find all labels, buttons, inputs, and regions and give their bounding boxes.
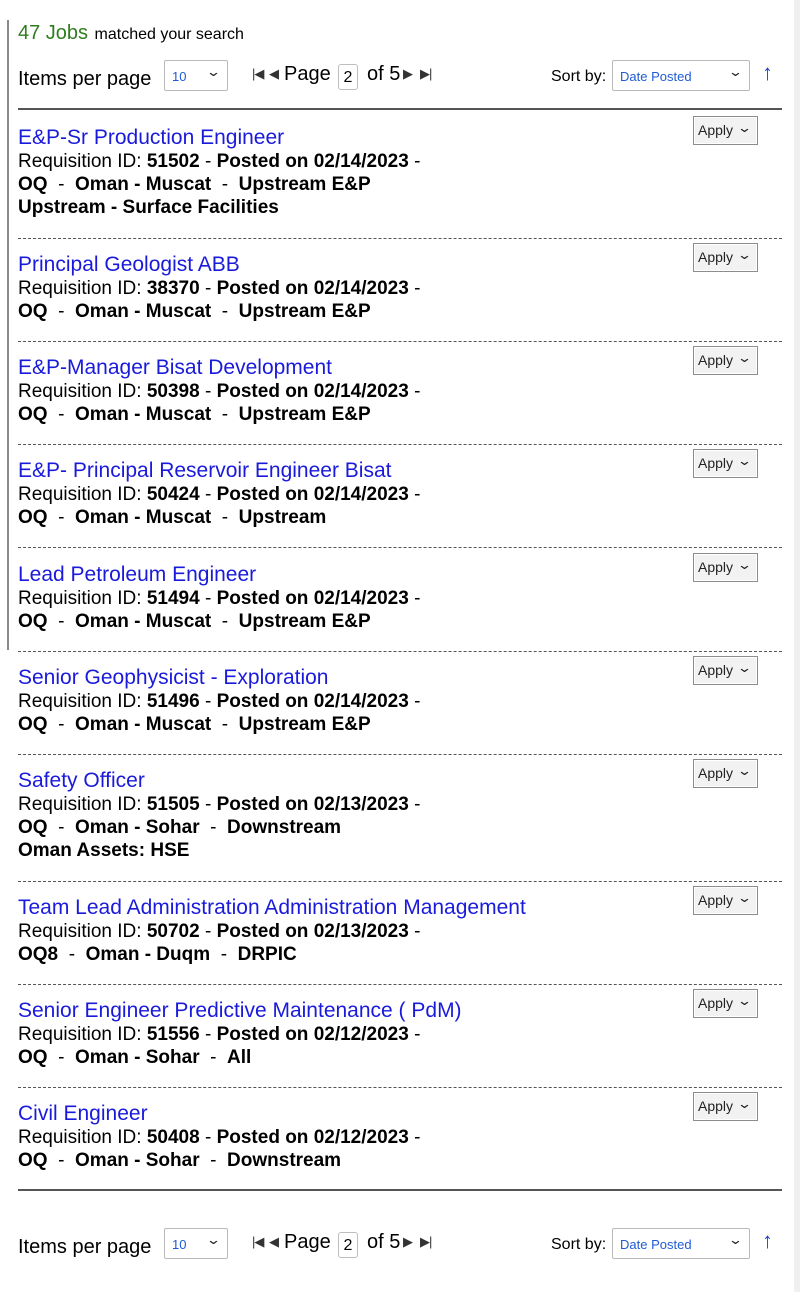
job-meta-line xyxy=(18,587,782,610)
dashed-divider xyxy=(18,341,782,342)
pager-bottom xyxy=(0,1228,800,1268)
results-count-number: 47 Jobs xyxy=(18,22,89,44)
chevron-down-icon: ⌄ xyxy=(736,1096,753,1111)
posted-date: Posted on 02/13/2023 xyxy=(216,921,409,942)
job-meta-line xyxy=(18,920,782,943)
chevron-down-icon: ⌄ xyxy=(736,557,753,572)
items-per-page-label: Items per page xyxy=(18,1236,152,1258)
separator: - xyxy=(414,381,421,402)
job-company: OQ xyxy=(18,507,48,528)
previous-page-icon[interactable]: ◀ xyxy=(269,1234,278,1249)
job-division: Downstream xyxy=(227,1150,342,1171)
job-company: OQ xyxy=(18,611,48,632)
separator: - xyxy=(204,691,212,712)
job-title-link[interactable]: Senior Engineer Predictive Maintenance ( PdM) xyxy=(18,999,462,1022)
sort-by-value: Date Posted xyxy=(620,1237,692,1252)
posted-date: Posted on 02/14/2023 xyxy=(216,151,409,172)
dashed-divider xyxy=(18,881,782,882)
job-division: Upstream E&P xyxy=(238,404,371,425)
chevron-down-icon: ⌄ xyxy=(727,64,744,79)
separator: - xyxy=(210,817,217,838)
job-category-line xyxy=(18,839,782,862)
job-company: OQ xyxy=(18,817,48,838)
separator: - xyxy=(58,1047,65,1068)
apply-label: Apply xyxy=(698,352,734,368)
job-company: OQ xyxy=(18,174,48,195)
job-division: Downstream xyxy=(227,817,342,838)
sort-by-label: Sort by: xyxy=(551,68,607,85)
apply-label: Apply xyxy=(698,455,734,471)
job-division: Upstream E&P xyxy=(238,714,371,735)
job-category-line xyxy=(18,196,782,219)
separator: - xyxy=(414,1024,421,1045)
apply-label: Apply xyxy=(698,559,734,575)
job-location: Oman - Sohar xyxy=(75,1150,200,1171)
job-location: Oman - Muscat xyxy=(75,301,212,322)
separator: - xyxy=(221,507,229,528)
separator: - xyxy=(221,404,229,425)
job-listing xyxy=(18,1096,782,1172)
job-location-line xyxy=(18,173,782,196)
divider xyxy=(18,108,782,110)
job-company: OQ8 xyxy=(18,944,59,965)
chevron-down-icon: ⌄ xyxy=(727,1232,744,1247)
separator: - xyxy=(204,794,212,815)
job-meta-line xyxy=(18,150,782,173)
job-title-link[interactable]: Senior Geophysicist - Exploration xyxy=(18,666,329,689)
next-page-icon[interactable]: ▶ xyxy=(403,1234,412,1249)
previous-page-icon[interactable]: ◀ xyxy=(269,66,278,81)
next-page-icon[interactable]: ▶ xyxy=(403,66,412,81)
separator: - xyxy=(58,1150,65,1171)
separator: - xyxy=(58,404,65,425)
job-location-line xyxy=(18,1149,782,1172)
separator: - xyxy=(210,1150,217,1171)
job-meta-line xyxy=(18,380,782,403)
chevron-down-icon: ⌄ xyxy=(736,660,753,675)
posted-date: Posted on 02/14/2023 xyxy=(216,691,409,712)
job-location-line xyxy=(18,943,782,966)
separator: - xyxy=(221,174,229,195)
requisition-label: Requisition ID: xyxy=(18,588,142,609)
arrow-up-icon[interactable]: ↑ xyxy=(762,1228,773,1253)
arrow-up-icon[interactable]: ↑ xyxy=(762,60,773,85)
posted-date: Posted on 02/14/2023 xyxy=(216,588,409,609)
job-listing xyxy=(18,763,782,862)
job-meta-line xyxy=(18,793,782,816)
separator: - xyxy=(414,921,421,942)
apply-button[interactable] xyxy=(693,449,758,478)
requisition-label: Requisition ID: xyxy=(18,1127,142,1148)
last-page-icon[interactable]: ▶| xyxy=(420,1234,432,1249)
requisition-id: 50424 xyxy=(146,484,200,505)
apply-label: Apply xyxy=(698,249,734,265)
job-title-link[interactable]: Safety Officer xyxy=(18,769,145,792)
separator: - xyxy=(414,588,421,609)
job-listing xyxy=(18,993,782,1069)
job-division: Upstream xyxy=(238,507,327,528)
separator: - xyxy=(58,714,65,735)
separator: - xyxy=(414,278,421,299)
posted-date: Posted on 02/14/2023 xyxy=(216,381,409,402)
items-per-page-label: Items per page xyxy=(18,68,152,90)
job-location: Oman - Sohar xyxy=(75,817,200,838)
requisition-label: Requisition ID: xyxy=(18,151,142,172)
separator: - xyxy=(414,151,421,172)
sort-by-label: Sort by: xyxy=(551,1236,607,1253)
separator: - xyxy=(58,611,65,632)
job-location: Oman - Muscat xyxy=(75,611,212,632)
job-title-link[interactable]: Team Lead Administration Administration Management xyxy=(18,896,526,919)
requisition-id: 51494 xyxy=(146,588,200,609)
requisition-id: 51505 xyxy=(146,794,200,815)
job-location-line xyxy=(18,403,782,426)
job-division: DRPIC xyxy=(237,944,297,965)
pager-top xyxy=(0,60,800,100)
chevron-down-icon: ⌄ xyxy=(736,120,753,135)
requisition-label: Requisition ID: xyxy=(18,278,142,299)
posted-date: Posted on 02/12/2023 xyxy=(216,1127,409,1148)
posted-date: Posted on 02/13/2023 xyxy=(216,794,409,815)
job-location-line xyxy=(18,816,782,839)
job-listing xyxy=(18,660,782,736)
current-page-input[interactable]: 2 xyxy=(338,64,358,90)
separator: - xyxy=(221,611,229,632)
job-division: Upstream E&P xyxy=(238,174,371,195)
first-page-icon[interactable]: |◀ xyxy=(252,1234,264,1249)
separator: - xyxy=(204,278,212,299)
separator: - xyxy=(58,301,65,322)
posted-date: Posted on 02/14/2023 xyxy=(216,484,409,505)
dashed-divider xyxy=(18,754,782,755)
apply-label: Apply xyxy=(698,1098,734,1114)
apply-label: Apply xyxy=(698,122,734,138)
requisition-label: Requisition ID: xyxy=(18,1024,142,1045)
separator: - xyxy=(204,151,212,172)
chevron-down-icon: ⌄ xyxy=(205,1232,222,1247)
job-location-line xyxy=(18,506,782,529)
posted-date: Posted on 02/12/2023 xyxy=(216,1024,409,1045)
page-label: Page xyxy=(284,1231,331,1253)
separator: - xyxy=(414,1127,421,1148)
separator: - xyxy=(58,174,65,195)
separator: - xyxy=(204,921,212,942)
job-listing xyxy=(18,120,782,219)
job-listing xyxy=(18,890,782,966)
scrollbar-track[interactable] xyxy=(794,0,800,1292)
job-location: Oman - Muscat xyxy=(75,507,212,528)
job-location: Oman - Muscat xyxy=(75,404,212,425)
dashed-divider xyxy=(18,238,782,239)
items-per-page-select[interactable] xyxy=(164,1228,228,1259)
job-location-line xyxy=(18,300,782,323)
items-per-page-value: 10 xyxy=(172,69,187,84)
job-division: All xyxy=(227,1047,252,1068)
items-per-page-select[interactable] xyxy=(164,60,228,91)
job-meta-line xyxy=(18,483,782,506)
separator: - xyxy=(58,507,65,528)
posted-date: Posted on 02/14/2023 xyxy=(216,278,409,299)
requisition-id: 51496 xyxy=(146,691,200,712)
job-meta-line xyxy=(18,1023,782,1046)
job-location: Oman - Duqm xyxy=(85,944,211,965)
job-listing xyxy=(18,247,782,323)
separator: - xyxy=(414,691,421,712)
job-category: Oman Assets: HSE xyxy=(18,840,190,861)
requisition-label: Requisition ID: xyxy=(18,381,142,402)
job-company: OQ xyxy=(18,301,48,322)
last-page-icon[interactable]: ▶| xyxy=(420,66,432,81)
apply-label: Apply xyxy=(698,662,734,678)
dashed-divider xyxy=(18,547,782,548)
apply-button[interactable] xyxy=(693,989,758,1018)
chevron-down-icon: ⌄ xyxy=(736,763,753,778)
first-page-icon[interactable]: |◀ xyxy=(252,66,264,81)
separator: - xyxy=(58,817,65,838)
requisition-label: Requisition ID: xyxy=(18,691,142,712)
job-company: OQ xyxy=(18,714,48,735)
job-company: OQ xyxy=(18,1047,48,1068)
requisition-label: Requisition ID: xyxy=(18,794,142,815)
sort-by-select[interactable] xyxy=(612,1228,750,1259)
chevron-down-icon: ⌄ xyxy=(205,64,222,79)
separator: - xyxy=(204,381,212,402)
separator: - xyxy=(414,794,421,815)
sort-by-value: Date Posted xyxy=(620,69,692,84)
page-total: of 5 xyxy=(367,1231,401,1253)
job-location-line xyxy=(18,610,782,633)
divider xyxy=(18,1189,782,1191)
job-listing xyxy=(18,453,782,529)
apply-button[interactable] xyxy=(693,553,758,582)
dashed-divider xyxy=(18,1087,782,1088)
job-listing xyxy=(18,557,782,633)
job-title-link[interactable]: E&P-Sr Production Engineer xyxy=(18,126,285,149)
separator: - xyxy=(220,944,228,965)
page-total: of 5 xyxy=(367,63,401,85)
apply-button[interactable] xyxy=(693,116,758,145)
separator: - xyxy=(221,301,229,322)
apply-label: Apply xyxy=(698,892,734,908)
job-meta-line xyxy=(18,690,782,713)
job-division: Upstream E&P xyxy=(238,301,371,322)
apply-button[interactable] xyxy=(693,346,758,375)
job-category: Upstream - Surface Facilities xyxy=(18,197,279,218)
job-meta-line xyxy=(18,1126,782,1149)
apply-button[interactable] xyxy=(693,243,758,272)
job-meta-line xyxy=(18,277,782,300)
separator: - xyxy=(204,588,212,609)
job-company: OQ xyxy=(18,1150,48,1171)
chevron-down-icon: ⌄ xyxy=(736,453,753,468)
current-page-input[interactable]: 2 xyxy=(338,1232,358,1258)
requisition-id: 50398 xyxy=(146,381,200,402)
page-label: Page xyxy=(284,63,331,85)
requisition-id: 50408 xyxy=(146,1127,200,1148)
chevron-down-icon: ⌄ xyxy=(736,890,753,905)
job-title-link[interactable]: Lead Petroleum Engineer xyxy=(18,563,257,586)
requisition-id: 51502 xyxy=(146,151,200,172)
job-location: Oman - Muscat xyxy=(75,174,212,195)
job-title-link[interactable]: E&P- Principal Reservoir Engineer Bisat xyxy=(18,459,392,482)
job-location: Oman - Muscat xyxy=(75,714,212,735)
job-division: Upstream E&P xyxy=(238,611,371,632)
job-location-line xyxy=(18,713,782,736)
dashed-divider xyxy=(18,984,782,985)
separator: - xyxy=(204,484,212,505)
job-title-link[interactable]: E&P-Manager Bisat Development xyxy=(18,356,332,379)
apply-button[interactable] xyxy=(693,1092,758,1121)
apply-label: Apply xyxy=(698,995,734,1011)
separator: - xyxy=(204,1127,212,1148)
job-location-line xyxy=(18,1046,782,1069)
sort-by-select[interactable] xyxy=(612,60,750,91)
separator: - xyxy=(210,1047,217,1068)
apply-button[interactable] xyxy=(693,759,758,788)
separator: - xyxy=(414,484,421,505)
requisition-label: Requisition ID: xyxy=(18,484,142,505)
chevron-down-icon: ⌄ xyxy=(736,350,753,365)
requisition-id: 51556 xyxy=(146,1024,200,1045)
requisition-id: 50702 xyxy=(146,921,200,942)
apply-button[interactable] xyxy=(693,656,758,685)
job-company: OQ xyxy=(18,404,48,425)
requisition-id: 38370 xyxy=(146,278,200,299)
results-count xyxy=(18,22,244,45)
dashed-divider xyxy=(18,444,782,445)
separator: - xyxy=(204,1024,212,1045)
job-title-link[interactable]: Civil Engineer xyxy=(18,1102,148,1125)
job-location: Oman - Sohar xyxy=(75,1047,200,1068)
items-per-page-value: 10 xyxy=(172,1237,187,1252)
job-title-link[interactable]: Principal Geologist ABB xyxy=(18,253,240,276)
chevron-down-icon: ⌄ xyxy=(736,993,753,1008)
left-border xyxy=(7,20,9,650)
apply-button[interactable] xyxy=(693,886,758,915)
job-listing xyxy=(18,350,782,426)
chevron-down-icon: ⌄ xyxy=(736,247,753,262)
results-count-suffix: matched your search xyxy=(94,26,244,43)
separator: - xyxy=(221,714,229,735)
separator: - xyxy=(68,944,76,965)
requisition-label: Requisition ID: xyxy=(18,921,142,942)
dashed-divider xyxy=(18,651,782,652)
apply-label: Apply xyxy=(698,765,734,781)
